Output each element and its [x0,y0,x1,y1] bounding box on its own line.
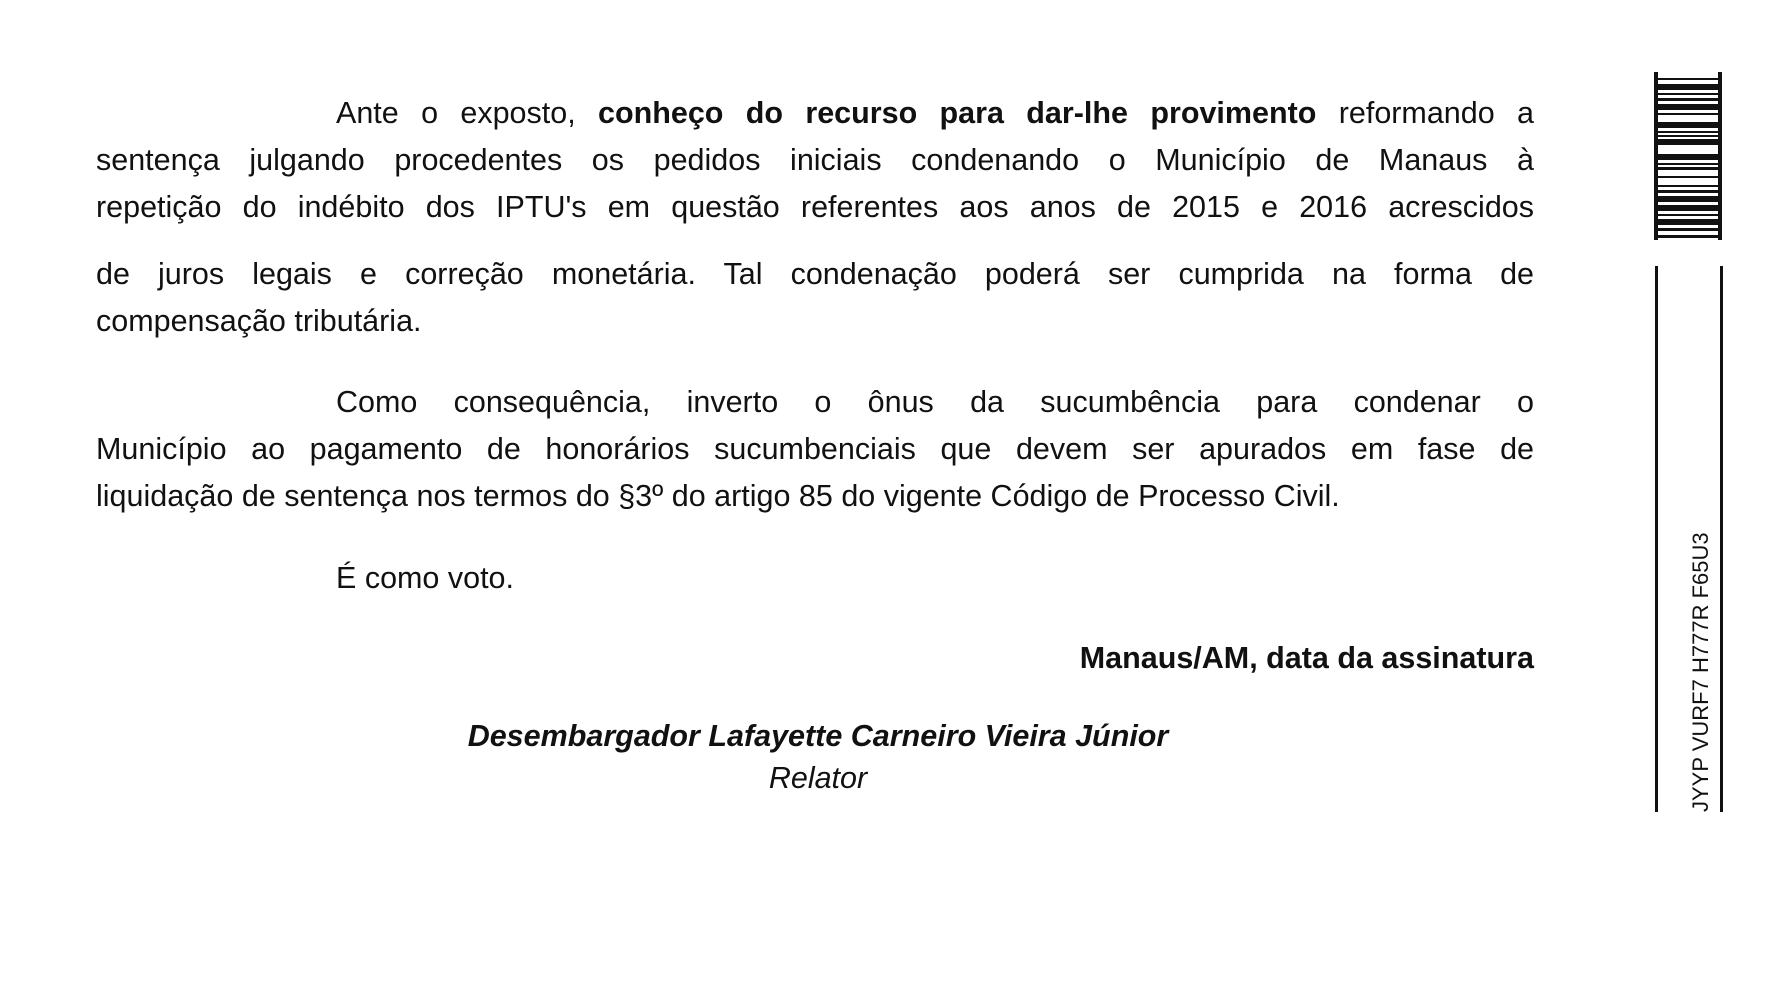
paragraph-1-line-2: sentença julgando procedentes os pedidos iniciais condenando o Município de Manaus à [96,143,1534,177]
signer-name: Desembargador Lafayette Carneiro Vieira Júnior [467,719,1169,753]
paragraph-1-line-5: compensação tributária. [96,304,422,338]
closing-statement: É como voto. [336,561,514,595]
signer-role: Relator [768,761,868,795]
signature-block [428,718,1208,796]
place-date: Manaus/AM, data da assinatura [1079,641,1534,675]
paragraph-1-line-4: de juros legais e correção monetária. Tal condenação poderá ser cumprida na forma de [96,257,1534,291]
paragraph-2-line-3: liquidação de sentença nos termos do §3º do artigo 85 do vigente Código de Processo Civil. [96,479,1340,513]
paragraph-1-line-1-prefix: Ante o exposto, [336,96,598,130]
paragraph-2-line-1: Como consequência, inverto o ônus da sucumbência para condenar o [336,385,1534,419]
decision-emphasis: conheço do recurso para dar-lhe provimento [598,96,1317,130]
paragraph-1-line-1-suffix: reformando a [1316,96,1534,130]
paragraph-1-line-1 [336,95,1534,131]
paragraph-2-line-2: Município ao pagamento de honorários sucumbenciais que devem ser apurados em fase de [96,432,1534,466]
barcode-icon [1654,72,1722,240]
paragraph-1-line-3: repetição do indébito dos IPTU's em questão referentes aos anos de 2015 e 2016 acrescidos [96,190,1534,224]
verification-code: JYYP VURF7 H777R F65U3 [1688,532,1713,812]
